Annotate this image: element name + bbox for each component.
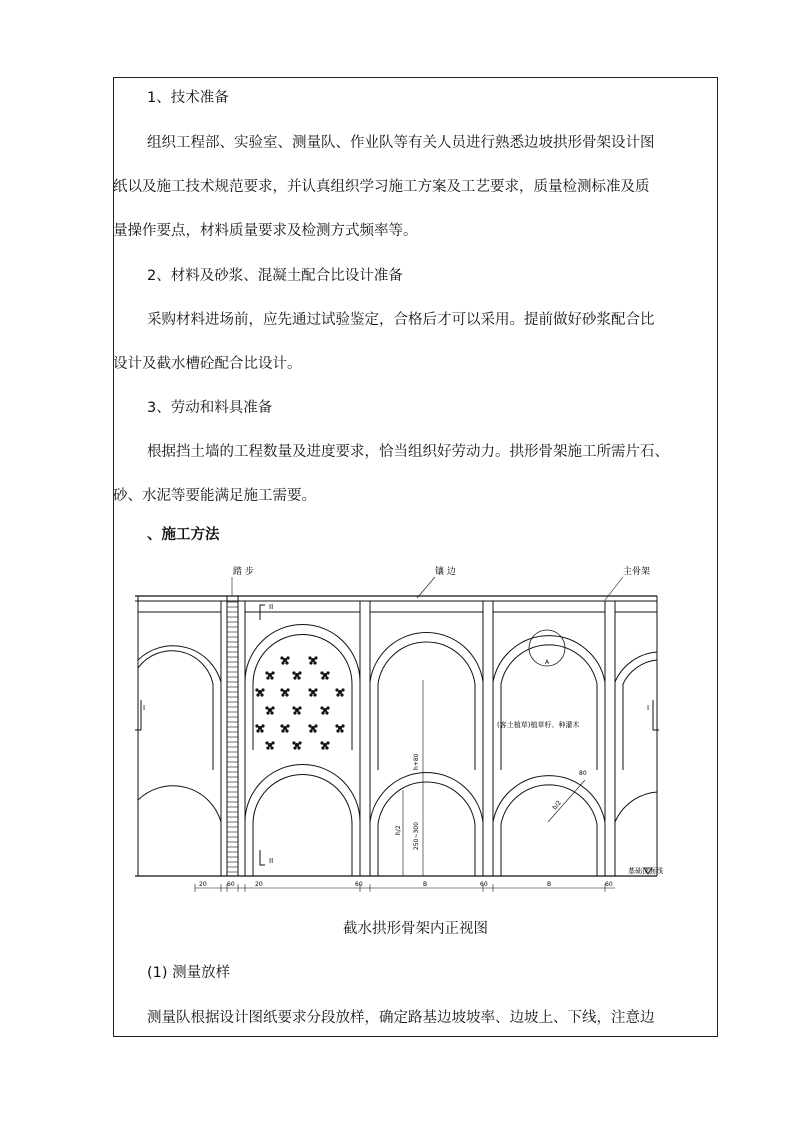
dim-bottom-4: 60 (355, 881, 363, 888)
section3-line-1: 根据挡土墙的工程数量及进度要求，恰当组织好劳动力。拱形骨架施工所需片石、 (147, 444, 669, 460)
section2-heading: 2、材料及砂浆、混凝土配合比设计准备 (147, 268, 403, 284)
section4-heading: (1) 测量放样 (147, 965, 231, 981)
section-mark-top: II (269, 603, 274, 611)
dim-r: 80 (579, 770, 587, 777)
section2-line-2: 设计及截水槽砼配合比设计。 (113, 356, 302, 372)
dim-bottom-6: 60 (480, 881, 488, 888)
dim-bottom-7: B (547, 881, 552, 888)
dim-half-h: h/2 (395, 825, 402, 835)
main-frame-label: 主骨架 (623, 567, 651, 577)
section1-line-1: 组织工程部、实验室、测量队、作业队等有关人员进行熟悉边坡拱形骨架设计图 (147, 135, 655, 151)
section3-line-2: 砂、水泥等要能满足施工需要。 (113, 488, 316, 504)
planting-pattern (255, 656, 344, 749)
section4-line-1: 测量队根据设计图纸要求分段放样，确定路基边坡坡率、边坡上、下线，注意边 (147, 1010, 655, 1026)
dim-half-b: b/2 (551, 799, 563, 812)
section1-line-3: 量操作要点，材料质量要求及检测方式频率等。 (113, 223, 418, 239)
section-mark-left: I (143, 704, 146, 712)
dim-bottom-3: 20 (255, 881, 263, 888)
dim-bottom-5: B (423, 881, 428, 888)
detail-mark: A (545, 659, 550, 666)
arch-frame-drawing (135, 560, 665, 895)
method-heading: 、施工方法 (147, 527, 220, 543)
dim-bottom-1: 20 (199, 881, 207, 888)
planting-label: (客土植草)植草籽、种灌木 (497, 721, 580, 729)
base-line-label: 基础顶面线 (628, 867, 663, 875)
dim-h-range: 250~300 (413, 822, 420, 850)
dim-bottom-8: 60 (605, 881, 613, 888)
section-mark-right: I (647, 704, 650, 712)
section3-heading: 3、劳动和料具准备 (147, 400, 273, 416)
dim-bottom-2: 60 (227, 881, 235, 888)
section1-heading: 1、技术准备 (147, 90, 229, 106)
figure-caption: 截水拱形骨架内正视图 (343, 921, 488, 937)
section-mark-bottom: II (269, 857, 274, 865)
dim-h-total: h+80 (413, 753, 420, 770)
edge-label: 镶 边 (435, 567, 456, 577)
section2-line-1: 采购材料进场前，应先通过试验鉴定，合格后才可以采用。提前做好砂浆配合比 (147, 312, 655, 328)
step-label: 踏 步 (233, 567, 254, 577)
section1-line-2: 纸以及施工技术规范要求，并认真组织学习施工方案及工艺要求，质量检测标准及质 (113, 179, 650, 195)
